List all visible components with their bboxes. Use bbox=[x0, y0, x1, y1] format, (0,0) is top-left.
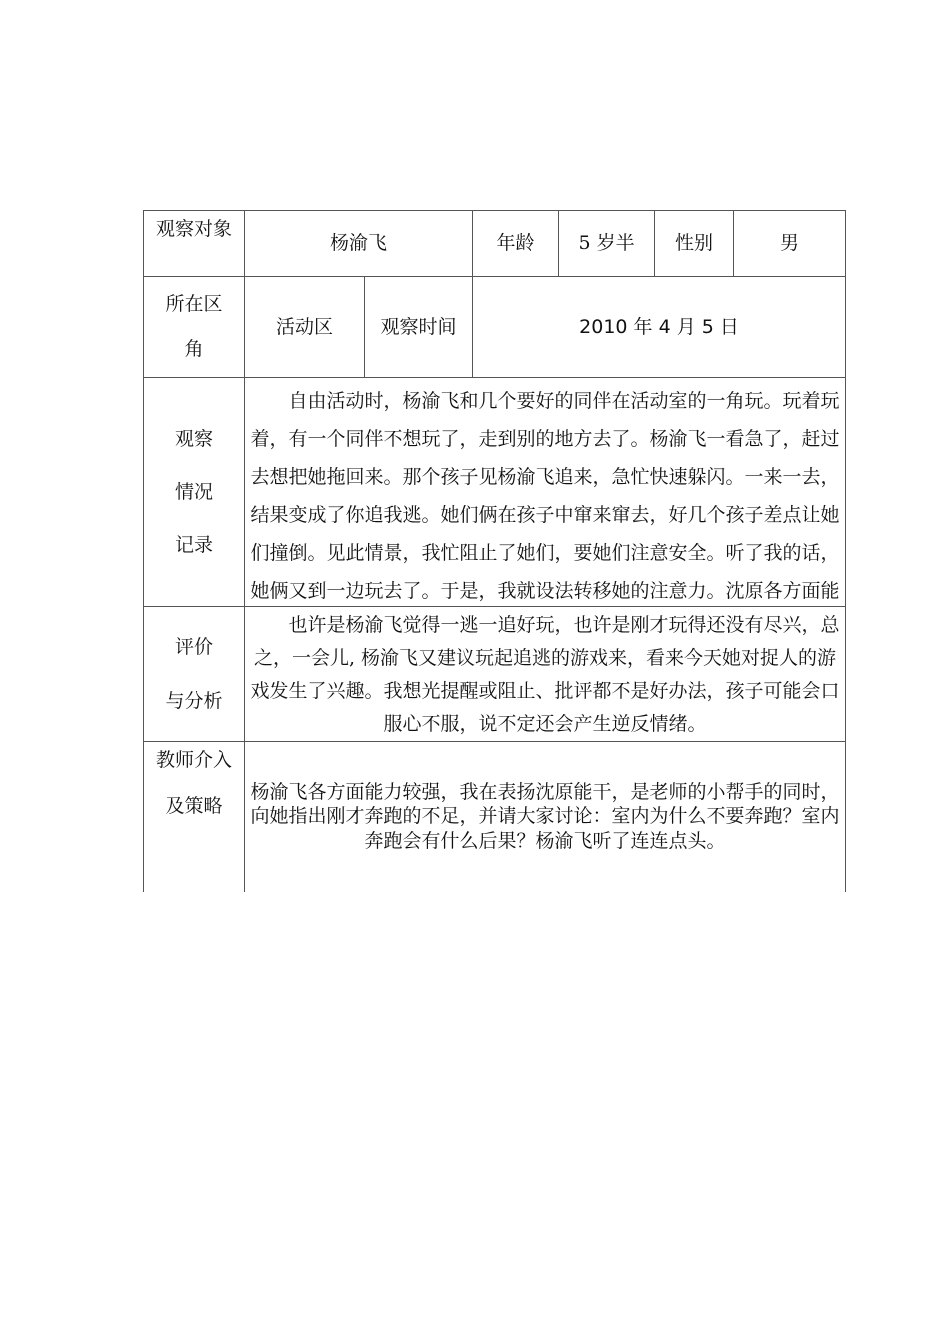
observation-record-table bbox=[143, 210, 846, 892]
area-label-line1: 所在区 bbox=[165, 293, 223, 315]
evaluation-text: 也许是杨渝飞觉得一逃一追好玩，也许是刚才玩得还没有尽兴，总之，一会儿, 杨渝飞又建议玩起追逃的游戏来，看来今天她对捉人的游戏发生了兴趣。我想光提醒或阻止、批评都不是好办法，孩子可能会口服心不服，说不定还会产生逆反情绪。 bbox=[250, 614, 840, 735]
subject-label bbox=[144, 211, 245, 277]
row-area bbox=[144, 277, 846, 378]
area-label bbox=[144, 277, 245, 378]
evaluation-label-line1: 评价 bbox=[174, 636, 213, 658]
record-label-line3: 记录 bbox=[174, 533, 213, 556]
record-label bbox=[144, 378, 245, 607]
subject-label-text: 观察对象 bbox=[155, 218, 232, 240]
evaluation-cell bbox=[245, 607, 846, 742]
strategy-label bbox=[144, 742, 245, 892]
age-label bbox=[473, 211, 559, 277]
record-label-line1: 观察 bbox=[174, 427, 213, 450]
subject-value-text: 杨渝飞 bbox=[330, 232, 388, 255]
time-label bbox=[365, 277, 473, 378]
subject-value bbox=[245, 211, 473, 277]
record-label-line2: 情况 bbox=[174, 480, 213, 503]
row-record bbox=[144, 378, 846, 607]
age-value bbox=[559, 211, 655, 277]
area-label-line2: 角 bbox=[184, 338, 204, 360]
strategy-label-line2: 及策略 bbox=[165, 795, 223, 817]
gender-label bbox=[655, 211, 734, 277]
evaluation-label-line2: 与分析 bbox=[165, 690, 223, 712]
gender-label-text: 性别 bbox=[675, 232, 714, 255]
strategy-cell bbox=[245, 742, 846, 892]
record-cell bbox=[245, 378, 846, 607]
row-evaluation bbox=[144, 607, 846, 742]
time-value bbox=[473, 277, 846, 378]
age-label-text: 年龄 bbox=[496, 232, 535, 255]
strategy-text: 杨渝飞各方面能力较强，我在表扬沈原能干，是老师的小帮手的同时，向她指出刚才奔跑的不足，并请大家讨论：室内为什么不要奔跑？室内奔跑会有什么后果？杨渝飞听了连连点头。 bbox=[250, 780, 840, 853]
record-text: 自由活动时，杨渝飞和几个要好的同伴在活动室的一角玩。玩着玩着，有一个同伴不想玩了，走到别的地方去了。杨渝飞一看急了，赶过去想把她拖回来。那个孩子见杨渝飞追来，急忙快速躲闪。一来一去，结果变成了你追我逃。她们俩在孩子中窜来窜去，好几个孩子差点让她们撞倒。见此情景，我忙阻止了她们，要她们注意安全。听了我的话，她俩又到一边玩去了。于是，我就设法转移她的注意力。沈原各方面能 bbox=[250, 390, 840, 602]
strategy-label-line1: 教师介入 bbox=[155, 749, 232, 771]
evaluation-label bbox=[144, 607, 245, 742]
row-strategy bbox=[144, 742, 846, 892]
row-subject bbox=[144, 211, 846, 277]
area-value-text: 活动区 bbox=[275, 315, 333, 338]
age-value-text: 5 岁半 bbox=[578, 232, 635, 255]
area-value bbox=[245, 277, 365, 378]
gender-value bbox=[734, 211, 846, 277]
time-value-text: 2010 年 4 月 5 日 bbox=[579, 315, 739, 338]
gender-value-text: 男 bbox=[780, 232, 800, 255]
time-label-text: 观察时间 bbox=[380, 315, 457, 338]
